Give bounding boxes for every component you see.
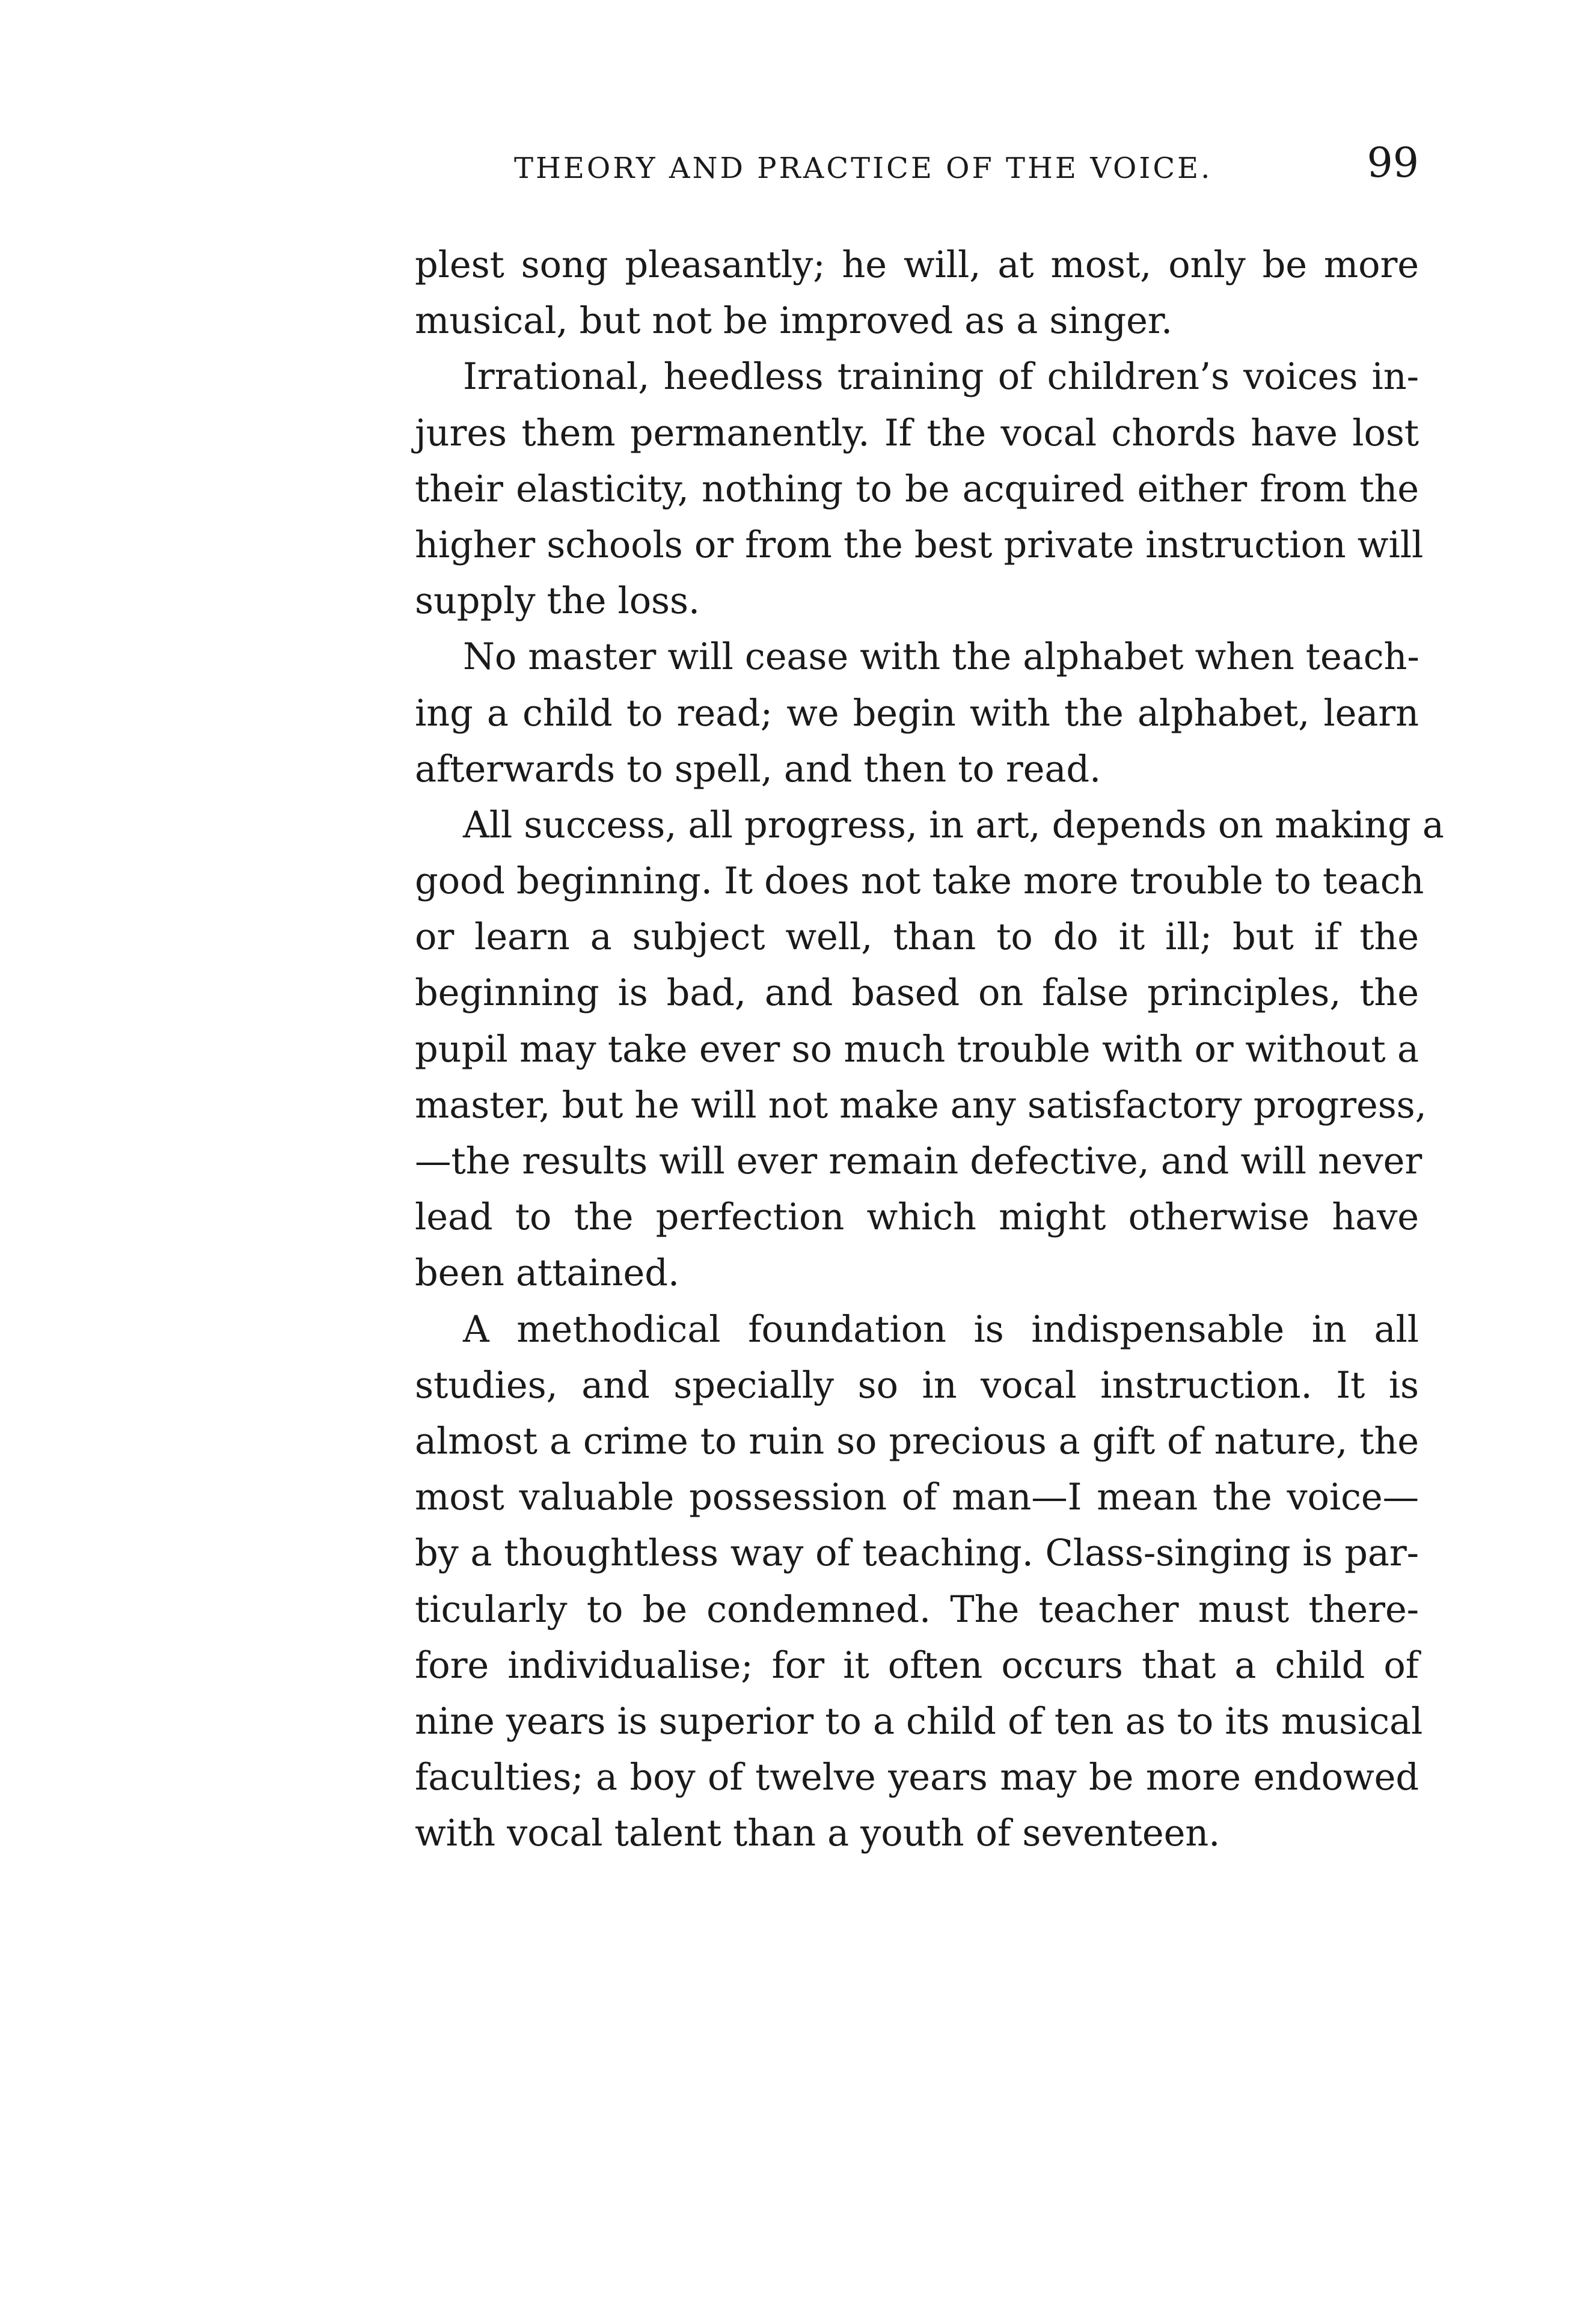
body-text [415, 237, 1444, 1862]
text-line: afterwards to spell, and then to read. [415, 748, 1101, 790]
running-title: THEORY AND PRACTICE OF THE VOICE. [514, 151, 1213, 185]
text-line: —the results will ever remain defective, and will never [415, 1140, 1422, 1182]
text-line: studies, and specially so in vocal instruction. It is [415, 1364, 1419, 1407]
text-line: fore individualise; for it often occurs that a child of [415, 1644, 1419, 1687]
text-line: faculties; a boy of twelve years may be more endowed [415, 1757, 1419, 1799]
text-line: jures them permanently. If the vocal chords have lost [415, 412, 1419, 454]
text-line: beginning is bad, and based on false principles, the [415, 972, 1419, 1015]
text-line: All success, all progress, in art, depends on making a [463, 804, 1444, 846]
text-line: or learn a subject well, than to do it ill; but if the [415, 916, 1419, 959]
text-line: supply the loss. [415, 580, 700, 623]
text-line: ticularly to be condemned. The teacher must there- [415, 1588, 1419, 1631]
text-line: most valuable possession of man—I mean the voice— [415, 1476, 1419, 1519]
text-line: musical, but not be improved as a singer. [415, 300, 1173, 343]
running-head [415, 139, 1419, 194]
text-line: been attained. [415, 1252, 679, 1295]
text-line: nine years is superior to a child of ten as to its musical [415, 1700, 1423, 1743]
text-line: their elasticity, nothing to be acquired either from the [415, 468, 1419, 510]
text-line: lead to the perfection which might otherwise have [415, 1196, 1419, 1239]
page-number: 99 [1367, 139, 1419, 187]
text-line: No master will cease with the alphabet when teach- [463, 636, 1419, 679]
text-line: almost a crime to ruin so precious a gift of nature, the [415, 1420, 1419, 1463]
text-line: ing a child to read; we begin with the alphabet, learn [415, 692, 1419, 735]
text-line: with vocal talent than a youth of seventeen. [415, 1812, 1220, 1855]
text-line: A methodical foundation is indispensable in all [463, 1308, 1419, 1351]
text-line: good beginning. It does not take more trouble to teach [415, 860, 1424, 903]
text-line: Irrational, heedless training of children’s voices in- [463, 356, 1419, 399]
text-line: master, but he will not make any satisfactory progress, [415, 1084, 1427, 1127]
text-line: higher schools or from the best private instruction will [415, 524, 1424, 566]
text-line: by a thoughtless way of teaching. Class-singing is par- [415, 1532, 1419, 1575]
text-line: plest song pleasantly; he will, at most, only be more [415, 244, 1419, 286]
text-line: pupil may take ever so much trouble with or without a [415, 1028, 1419, 1071]
